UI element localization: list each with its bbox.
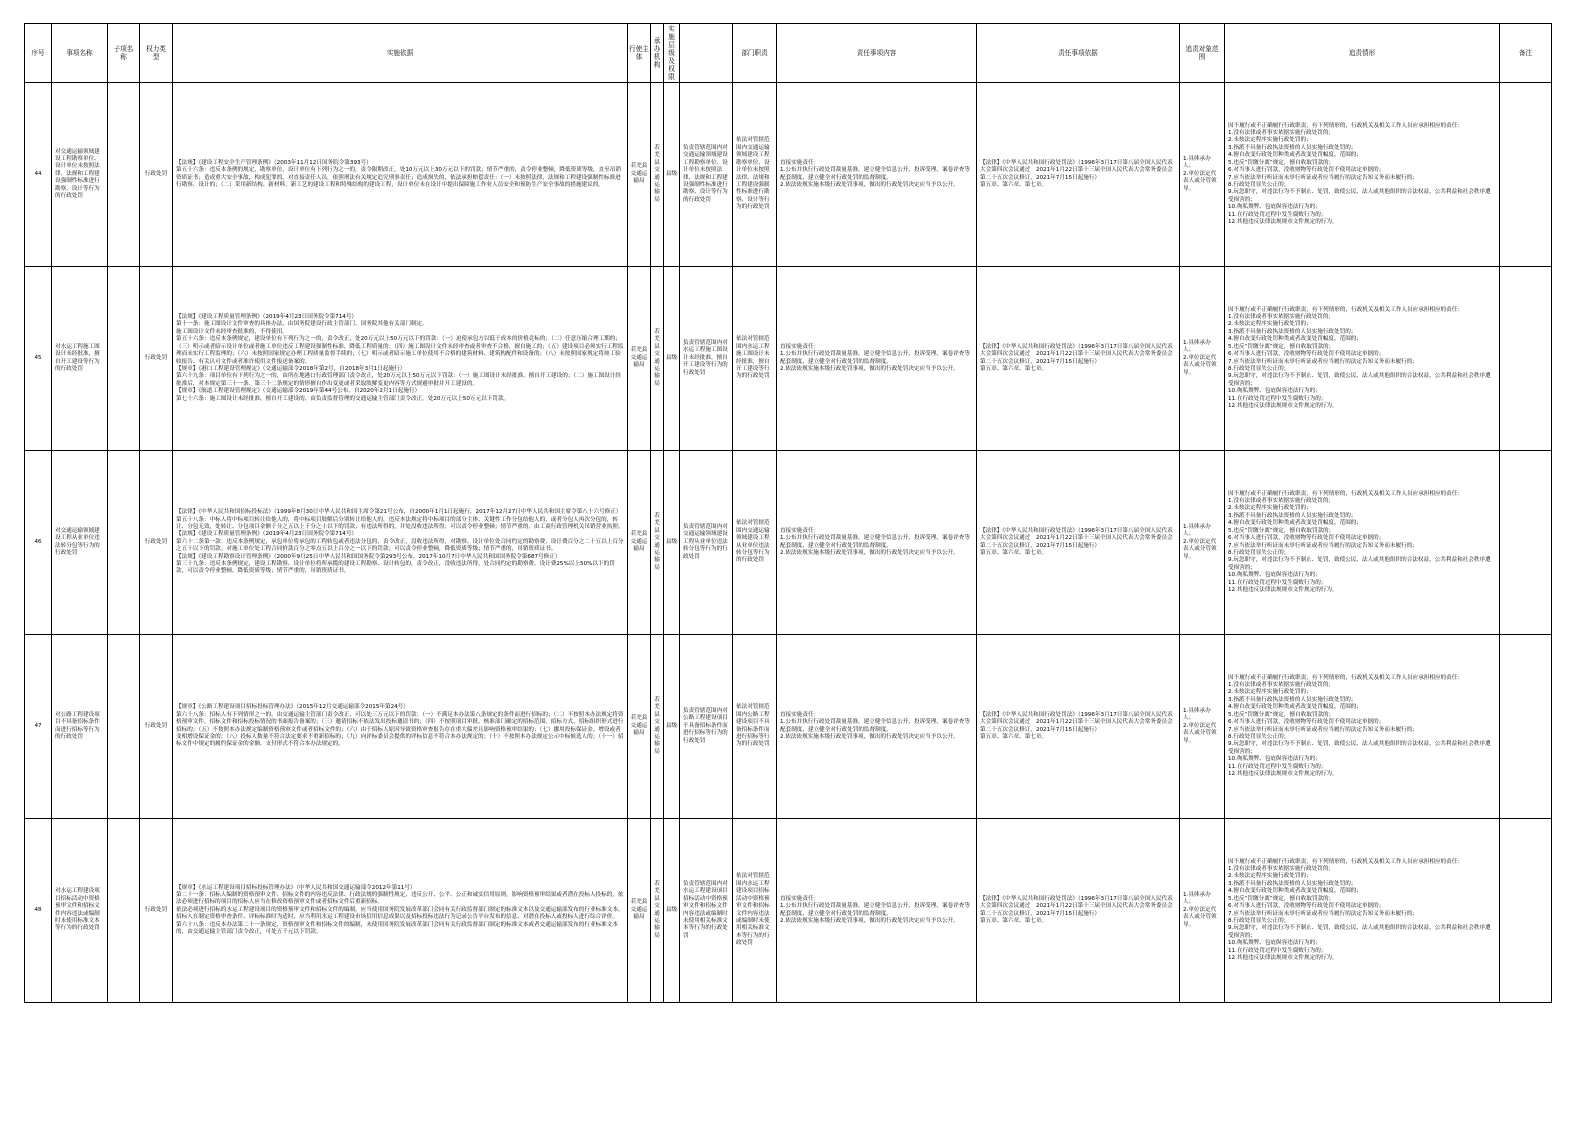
cell-situation: 因不履行或不正确履行行政职责，有下列情形的，行政机关及相关工作人员应承担相应的责任： 1.没有法律或者事实依据实施行政处罚的； 2.未按法定程序实施行政处罚的； 3.指派不具备行政执法资格的人员实施行政处罚的； 4.擅自改变行政处罚种类或者改变处罚幅度、范围的； 5.违反“罚缴分离”规定，擅自收取罚款的； 6.对当事人进行罚款，没收财物等行政处罚不使用法定单据的； 7.应当依法举行听证而未举行听证或者应当履行的法定告知义务而未履行的； 8.行政处罚显失公正的； 9.玩忽职守，对违法行为不予制止、处罚，致使公民、法人或其他组织的合法权益、公共利益和社会秩序遭受损害的； 10.徇私舞弊、包庇纵容违法行为的； 11.在行政处罚过程中发生腐败行为的； 12.其他违反法律法规规章文件规定的行为。 — [1225, 83, 1500, 267]
header-sub: 子项名称 — [108, 24, 140, 83]
cell-basis: 【规章】《公路工程建设项目招标投标管理办法》（2015年12月交通运输部令2015年第24号） 第六十八条：招标人有下列情形之一的，由交通运输主管部门责令改正，可以处三万元以下的罚款：（一）不满足本办法第八条规定的条件而进行招标的；（二）不按照本办法规定将资格预审文件、招标文件和招标投标情况的书面报告备案的；（三）邀请招标不依法发出投标邀请书的；（四）不按照项目审批、核准部门确定的招标范围、招标方式、招标组织形式进行招标的；（五）不按照本办法规定编制资格预审文件或者招标文件的；（六）由于招标人原因导致资格审查报告存在重大偏差且影响资格预审结果的；（七）挪用投标保证金、增设或者变相增设保证金的；（八）投标人数量不符合法定要求不重新招标的；（九）向评标委员会提供的评标信息不符合本办法规定的；（十）不按照本办法规定公示中标候选人的；（十一）招标文件中规定的履约保证金的金额、支付形式不符合本办法规定的。 — [173, 635, 628, 819]
header-basis: 实施依据 — [173, 24, 628, 83]
cell-resp-content: 直接实施责任： 1.公布并执行行政处罚裁量基准，建立健全信息公开、投诉受理、案卷评查等配套制度，建立健全对行政处罚的监督制度。 2.依法依规实施本级行政处罚事项，做出的行政处罚决定应当予以公开。 — [777, 267, 977, 451]
cell-level: 县级 — [664, 819, 680, 1003]
cell-seq: 48 — [25, 819, 52, 1003]
table-row — [25, 451, 1552, 635]
cell-undertaker: 若羌县交通运输局 — [651, 83, 664, 267]
header-subject: 行使主体 — [628, 24, 651, 83]
responsibility-table — [24, 23, 1552, 1003]
cell-name: 对交通运输领域建设工程从业单位违法转分包等行为的行政处罚 — [52, 451, 108, 635]
cell-note — [1500, 635, 1552, 819]
cell-note — [1500, 267, 1552, 451]
cell-situation: 因不履行或不正确履行行政职责，有下列情形的，行政机关及相关工作人员应承担相应的责任： 1.没有法律或者事实依据实施行政处罚的； 2.未按法定程序实施行政处罚的； 3.指派不具备行政执法资格的人员实施行政处罚的； 4.擅自改变行政处罚种类或者改变处罚幅度、范围的； 5.违反“罚缴分离”规定，擅自收取罚款的； 6.对当事人进行罚款，没收财物等行政处罚不使用法定单据的； 7.应当依法举行听证而未举行听证或者应当履行的法定告知义务而未履行的； 8.行政处罚显失公正的； 9.玩忽职守，对违法行为不予制止、处罚，致使公民、法人或其他组织的合法权益、公共利益和社会秩序遭受损害的； 10.徇私舞弊、包庇纵容违法行为的； 11.在行政处罚过程中发生腐败行为的； 12.其他违反法律法规规章文件规定的行为。 — [1225, 267, 1500, 451]
cell-undertaker: 若羌县交通运输局 — [651, 635, 664, 819]
cell-sub — [108, 83, 140, 267]
cell-subject: 若羌县交通运输局 — [628, 635, 651, 819]
cell-subject: 若羌县交通运输局 — [628, 267, 651, 451]
header-power-type: 权力类型 — [140, 24, 173, 83]
header-seq: 序号 — [25, 24, 52, 83]
cell-undertaker: 若羌县交通运输局 — [651, 267, 664, 451]
header-row — [25, 24, 1552, 83]
cell-basis: 【法规】《建设工程质量管理条例》（2019年4月23日国务院令第714号） 第十一条：施工图设计文件审查的具体办法，由国务院建设行政主管部门、国务院其他有关部门制定。 施工图设计文件未经审查批准的，不得使用。 第五十六条：违反本条例规定，建设单位有下列行为之一的，责令改正，处20万元以上50万元以下的罚款：（一）迫使承包方以低于成本的价格竞标的；（二）任意压缩合理工期的；（三）明示或者暗示设计单位或者施工单位违反工程建设强制性标准，降低工程质量的；（四）施工图设计文件未经审查或者审查不合格，擅自施工的；（五）建设项目必须实行工程监理而未实行工程监理的；（六）未按照国家规定办理工程质量监督手续的；（七）明示或者暗示施工单位使用不合格的建筑材料、建筑构配件和设备的；（八）未按照国家规定将竣工验收报告、有关认可文件或者准许使用文件报送备案的。 【规章】《港口工程建设管理规定》（交通运输部令2018年第2号，自2018年3月1日起施行） 第六十九条：项目单位有下列行为之一的，由所在地港口行政管理部门责令改正，处20万元以上50万元以下罚款：（一）施工图设计未经批准，擅自开工建设的；（二）施工图设计经批准后，对本规定第三十一条、第三十二条规定的情形擅自作出变更或者采取肢解变更内容等方式规避审批并开工建设的。 【规章】《航道工程建设管理规定》（交通运输部令2019年第44号公布，自2020年2月1日起施行） 第七十六条：施工图设计未经批准，擅自开工建设的，由负责监督管理的交通运输主管部门责令改正，处20万元以上50万元以下罚款。 — [173, 267, 628, 451]
cell-seq: 46 — [25, 451, 52, 635]
header-level: 实施层级及权限 — [664, 24, 680, 83]
cell-dept-duty: 依法对管辖范围内交通运输领域建设工程从业单位违法转分包等行为的行政处罚 — [733, 451, 777, 635]
cell-scope: 1.具体承办人； 2.单位法定代表人或分管领导。 — [1180, 635, 1225, 819]
cell-basis: 【法规】《建设工程安全生产管理条例》（2003年11月12日国务院令第393号） 第五十六条：违反本条例的规定，勘察单位、设计单位有下列行为之一的，责令限期改正，处10万元以上30万元以下的罚款；情节严重的，责令停业整顿，降低资质等级，直至吊销资质证书；造成重大安全事故，构成犯罪的，对直接责任人员，依照刑法有关规定追究刑事责任；造成损失的，依法承担赔偿责任：（一）未按照法律、法规和工程建设强制性标准进行勘察、设计的；（二）采用新结构、新材料、新工艺的建设工程和特殊结构的建设工程，设计单位未在设计中提出保障施工作业人员安全和预防生产安全事故的措施建议的。 — [173, 83, 628, 267]
responsibility-list-sheet — [24, 23, 1552, 1003]
cell-level-authority: 负责管辖范围内对交通运输领域建设工程勘察单位、设计单位未按照法律、法规和工程建设强制性标准进行勘察、设计等行为的行政处罚 — [680, 83, 733, 267]
cell-undertaker: 若羌县交通运输局 — [651, 819, 664, 1003]
cell-basis: 【法律】《中华人民共和国招标投标法》（1999年8月30日中华人民共和国主席令第21号公布，自2000年1月1日起施行，2017年12月27日中华人民共和国主席令第八十六号修正） 第五十八条：中标人将中标项目转让给他人的，将中标项目肢解后分别转让给他人的，违反本法规定将中标项目的部分主体、关键性工作分包给他人的，或者分包人再次分包的，转让、分包无效，处转让、分包项目金额千分之五以上千分之十以下的罚款；有违法所得的，并处没收违法所得；可以责令停业整顿；情节严重的，由工商行政管理机关吊销营业执照。 【法规】《建设工程质量管理条例》（2019年4月23日国务院令第714号） 第六十二条第一款：违反本条例规定，承包单位将承包的工程转包或者违法分包的，责令改正，没收违法所得，对勘察、设计单位处合同约定的勘察费、设计费百分之二十五以上百分之五十以下的罚款；对施工单位处工程合同价款百分之零点五以上百分之一以下的罚款；可以责令停业整顿，降低资质等级；情节严重的，吊销资质证书。 【法规】《建设工程勘察设计管理条例》（2000年9月25日中华人民共和国国务院令第293号公布，2017年10月7日中华人民共和国国务院令第687号修正） 第三十九条：违反本条例规定，建设工程勘察、设计单位将所承揽的建设工程勘察、设计转包的，责令改正，没收违法所得，处合同约定的勘察费、设计费25%以上50%以下的罚款，可以责令停业整顿，降低资质等级；情节严重的，吊销资质证书。 — [173, 451, 628, 635]
cell-level: 县级 — [664, 83, 680, 267]
header-resp-content: 责任事项内容 — [777, 24, 977, 83]
cell-scope: 1.具体承办人； 2.单位法定代表人或分管领导。 — [1180, 267, 1225, 451]
header-situation: 追责情形 — [1225, 24, 1500, 83]
cell-name: 对交通运输领域建设工程勘察单位、设计单位未按照法律、法规和工程建设强制性标准进行勘察、设计等行为的行政处罚 — [52, 83, 108, 267]
cell-scope: 1.具体承办人； 2.单位法定代表人或分管领导。 — [1180, 83, 1225, 267]
cell-dept-duty: 依法对管辖范围内公路工程建设项目不具备招标条件而进行招标等行为的行政处罚 — [733, 635, 777, 819]
cell-undertaker: 若羌县交通运输局 — [651, 451, 664, 635]
cell-resp-content: 直接实施责任： 1.公布并执行行政处罚裁量基准，建立健全信息公开、投诉受理、案卷评查等配套制度，建立健全对行政处罚的监督制度。 2.依法依规实施本级行政处罚事项，做出的行政处罚决定应当予以公开。 — [777, 819, 977, 1003]
cell-name: 对水运工程建设项目招标活动中资格预审文件和招标文件内容违法或编制时未使用标准文本等行为的行政处罚 — [52, 819, 108, 1003]
cell-sub — [108, 267, 140, 451]
cell-power-type: 行政处罚 — [140, 267, 173, 451]
cell-power-type: 行政处罚 — [140, 451, 173, 635]
header-duty: 部门职责 — [733, 24, 777, 83]
table-row — [25, 267, 1552, 451]
cell-seq: 47 — [25, 635, 52, 819]
table-row — [25, 819, 1552, 1003]
cell-level-authority: 负责管辖范围内对交通运输领域建设工程从业单位违法转分包等行为的行政处罚 — [680, 451, 733, 635]
cell-resp-basis: 【法律】《中华人民共和国行政处罚法》（1996年3月17日第八届全国人民代表大会第四次会议通过 2021年1月22日第十三届全国人民代表大会常务委员会第二十五次会议修订，2021年7月15日起施行） 第五章、第六章、第七章。 — [977, 819, 1180, 1003]
cell-power-type: 行政处罚 — [140, 635, 173, 819]
cell-situation: 因不履行或不正确履行行政职责，有下列情形的，行政机关及相关工作人员应承担相应的责任： 1.没有法律或者事实依据实施行政处罚的； 2.未按法定程序实施行政处罚的； 3.指派不具备行政执法资格的人员实施行政处罚的； 4.擅自改变行政处罚种类或者改变处罚幅度、范围的； 5.违反“罚缴分离”规定，擅自收取罚款的； 6.对当事人进行罚款，没收财物等行政处罚不使用法定单据的； 7.应当依法举行听证而未举行听证或者应当履行的法定告知义务而未履行的； 8.行政处罚显失公正的； 9.玩忽职守，对违法行为不予制止、处罚，致使公民、法人或其他组织的合法权益、公共利益和社会秩序遭受损害的； 10.徇私舞弊、包庇纵容违法行为的； 11.在行政处罚过程中发生腐败行为的； 12.其他违反法律法规规章文件规定的行为。 — [1225, 819, 1500, 1003]
cell-basis: 【规章】《水运工程建设项目招标投标管理办法》（中华人民共和国交通运输部令2012年第11号） 第二十一条：招标人编制的资格预审文件、招标文件的内容违反法律、行政法规的强制性规定，违反公开、公平、公正和诚实信用原则，影响资格预审结果或者潜在投标人投标的，依法必须进行招标的项目的招标人应当在修改资格预审文件或者招标文件后重新招标。 依法必须进行招标的水运工程建设项目的资格预审文件和招标文件的编制，应当使用国务院发展改革部门会同有关行政监督部门制定的标准文本以及交通运输部发布的行业标准文本。 招标人在制定资格审查条件、评标标准时为适时，应当利用水运工程建设市场信用信息成果以及招标投标违法行为记录公告平台发布的信息，对潜在投标人或投标人进行综合评价。 第六十八条：违反本办法第二十一条规定，资格预审文件和招标文件的编制，未使用国务院发展改革部门会同有关行政监督部门制定的标准文本或者交通运输部发布的行业标准文本的，由交通运输主管部门责令改正，可处五千元以下罚款。 — [173, 819, 628, 1003]
cell-dept-duty: 依法对管辖范围内交通运输领域建设工程勘察单位、设计单位未按照法律、法规和工程建设强制性标准进行勘察、设计等行为的行政处罚 — [733, 83, 777, 267]
cell-seq: 44 — [25, 83, 52, 267]
cell-resp-content: 直接实施责任： 1.公布并执行行政处罚裁量基准，建立健全信息公开、投诉受理、案卷评查等配套制度，建立健全对行政处罚的监督制度。 2.依法依规实施本级行政处罚事项，做出的行政处罚决定应当予以公开。 — [777, 635, 977, 819]
cell-sub — [108, 451, 140, 635]
cell-note — [1500, 819, 1552, 1003]
cell-sub — [108, 819, 140, 1003]
header-scope: 追责对象范围 — [1180, 24, 1225, 83]
cell-note — [1500, 451, 1552, 635]
header-name: 事项名称 — [52, 24, 108, 83]
cell-situation: 因不履行或不正确履行行政职责，有下列情形的，行政机关及相关工作人员应承担相应的责任： 1.没有法律或者事实依据实施行政处罚的； 2.未按法定程序实施行政处罚的； 3.指派不具备行政执法资格的人员实施行政处罚的； 4.擅自改变行政处罚种类或者改变处罚幅度、范围的； 5.违反“罚缴分离”规定，擅自收取罚款的； 6.对当事人进行罚款，没收财物等行政处罚不使用法定单据的； 7.应当依法举行听证而未举行听证或者应当履行的法定告知义务而未履行的； 8.行政处罚显失公正的； 9.玩忽职守，对违法行为不予制止、处罚，致使公民、法人或其他组织的合法权益、公共利益和社会秩序遭受损害的； 10.徇私舞弊、包庇纵容违法行为的； 11.在行政处罚过程中发生腐败行为的； 12.其他违反法律法规规章文件规定的行为。 — [1225, 451, 1500, 635]
cell-sub — [108, 635, 140, 819]
cell-name: 对水运工程施工图设计未经批准，擅自开工建设等行为的行政处罚 — [52, 267, 108, 451]
cell-resp-basis: 【法律】《中华人民共和国行政处罚法》（1996年3月17日第八届全国人民代表大会第四次会议通过 2021年1月22日第十三届全国人民代表大会常务委员会第二十五次会议修订，2021年7月15日起施行） 第五章、第六章、第七章。 — [977, 267, 1180, 451]
cell-subject: 若羌县交通运输局 — [628, 819, 651, 1003]
cell-scope: 1.具体承办人； 2.单位法定代表人或分管领导。 — [1180, 819, 1225, 1003]
cell-level-authority: 负责管辖范围内对水运工程施工图设计未经批准，擅自开工建设等行为的行政处罚 — [680, 267, 733, 451]
cell-power-type: 行政处罚 — [140, 83, 173, 267]
header-undertaker: 承办机构 — [651, 24, 664, 83]
cell-seq: 45 — [25, 267, 52, 451]
table-row — [25, 83, 1552, 267]
cell-resp-basis: 【法律】《中华人民共和国行政处罚法》（1996年3月17日第八届全国人民代表大会第四次会议通过 2021年1月22日第十三届全国人民代表大会常务委员会第二十五次会议修订，2021年7月15日起施行） 第五章、第六章、第七章。 — [977, 83, 1180, 267]
cell-note — [1500, 83, 1552, 267]
cell-power-type: 行政处罚 — [140, 819, 173, 1003]
header-note: 备注 — [1500, 24, 1552, 83]
cell-level: 县级 — [664, 451, 680, 635]
cell-scope: 1.具体承办人； 2.单位法定代表人或分管领导。 — [1180, 451, 1225, 635]
cell-dept-duty: 依法对管辖范围内水运工程建设项目招标活动中资格预审文件和招标文件内容违法或编制时未使用相关标准文本等行为的行政处罚 — [733, 819, 777, 1003]
cell-dept-duty: 依法对管辖范围内水运工程施工图设计未经批准，擅自开工建设等行为的行政处罚 — [733, 267, 777, 451]
cell-name: 对公路工程建设项目不具备招标条件而进行招标等行为的行政处罚 — [52, 635, 108, 819]
cell-resp-basis: 【法律】《中华人民共和国行政处罚法》（1996年3月17日第八届全国人民代表大会第四次会议通过 2021年1月22日第十三届全国人民代表大会常务委员会第二十五次会议修订，2021年7月15日起施行） 第五章、第六章、第七章。 — [977, 635, 1180, 819]
header-resp-basis: 责任事项依据 — [977, 24, 1180, 83]
cell-level-authority: 负责管辖范围内对公路工程建设项目不具备招标条件而进行招标等行为的行政处罚 — [680, 635, 733, 819]
cell-resp-basis: 【法律】《中华人民共和国行政处罚法》（1996年3月17日第八届全国人民代表大会第四次会议通过 2021年1月22日第十三届全国人民代表大会常务委员会第二十五次会议修订，2021年7月15日起施行） 第五章、第六章、第七章。 — [977, 451, 1180, 635]
cell-level-authority: 负责管辖范围内对水运工程建设项目招标活动中资格预审文件和招标文件内容违法或编制时未使用相关标准文本等行为的行政处罚 — [680, 819, 733, 1003]
header-level-extra — [680, 24, 733, 83]
cell-subject: 若羌县交通运输局 — [628, 451, 651, 635]
cell-level: 县级 — [664, 267, 680, 451]
table-row — [25, 635, 1552, 819]
cell-subject: 若羌县交通运输局 — [628, 83, 651, 267]
cell-resp-content: 直接实施责任： 1.公布并执行行政处罚裁量基准，建立健全信息公开、投诉受理、案卷评查等配套制度，建立健全对行政处罚的监督制度。 2.依法依规实施本级行政处罚事项，做出的行政处罚决定应当予以公开。 — [777, 451, 977, 635]
cell-level: 县级 — [664, 635, 680, 819]
cell-situation: 因不履行或不正确履行行政职责，有下列情形的，行政机关及相关工作人员应承担相应的责任： 1.没有法律或者事实依据实施行政处罚的； 2.未按法定程序实施行政处罚的； 3.指派不具备行政执法资格的人员实施行政处罚的； 4.擅自改变行政处罚种类或者改变处罚幅度、范围的； 5.违反“罚缴分离”规定，擅自收取罚款的； 6.对当事人进行罚款，没收财物等行政处罚不使用法定单据的； 7.应当依法举行听证而未举行听证或者应当履行的法定告知义务而未履行的； 8.行政处罚显失公正的； 9.玩忽职守，对违法行为不予制止、处罚，致使公民、法人或其他组织的合法权益、公共利益和社会秩序遭受损害的； 10.徇私舞弊、包庇纵容违法行为的； 11.在行政处罚过程中发生腐败行为的； 12.其他违反法律法规规章文件规定的行为。 — [1225, 635, 1500, 819]
cell-resp-content: 直接实施责任： 1.公布并执行行政处罚裁量基准，建立健全信息公开、投诉受理、案卷评查等配套制度，建立健全对行政处罚的监督制度。 2.依法依规实施本级行政处罚事项，做出的行政处罚决定应当予以公开。 — [777, 83, 977, 267]
